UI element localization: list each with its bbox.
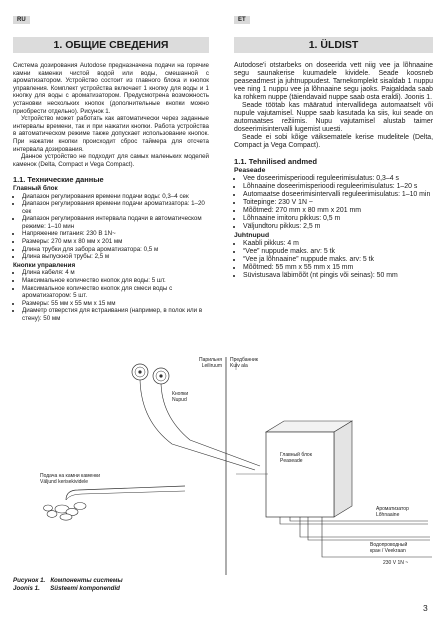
label-buttons	[172, 391, 188, 403]
caption-label-et: Joonis 1.	[13, 584, 40, 592]
heater-stones-illustration	[44, 503, 87, 521]
label-sauna-room	[178, 357, 222, 369]
main-unit-heading: Peaseade	[234, 167, 266, 174]
label-text: Nupud	[172, 397, 187, 403]
list-item: • Süvistusava läbimõõt (nt pingis või seinas): 50 mm	[243, 272, 433, 280]
list-item: • Mõõtmed: 270 mm x 80 mm x 201 mm	[243, 207, 433, 215]
paragraph: Данное устройство не подходит для самых маленьких моделей каменок (Delta, Compact и Vega Compact).	[13, 153, 209, 168]
list-item: • Диаметр отверстия для встраивания (например, в полок или в стену): 50 мм	[22, 307, 209, 322]
list-item: • Mõõtmed: 55 mm x 55 mm x 15 mm	[243, 264, 433, 272]
paragraph: Seade ei sobi kõige väiksematele kerise mudelitele (Delta, Compact ja Vega Compact).	[234, 134, 433, 149]
list-item: • Длина кабеля: 4 м	[22, 269, 209, 277]
tech-data-heading: 1.1. Технические данные	[13, 175, 104, 185]
list-item: • Диапазон регулирования интервала подачи в автоматическом режиме: 1–10 мин	[22, 215, 209, 230]
list-item: • Длина выпускной трубы: 2,5 м	[22, 253, 209, 261]
caption-text-et: Süsteemi komponendid	[50, 584, 120, 592]
list-item: • Automaatse doseerimisintervalli reguleerimisulatus: 1–10 min	[243, 191, 433, 199]
page-number: 3	[423, 603, 428, 613]
label-text: Парильня	[199, 357, 222, 363]
label-main-unit	[280, 452, 312, 464]
caption-text-ru: Компоненты системы	[50, 577, 123, 584]
outlet-tube-line	[66, 491, 185, 500]
section-title-et: 1. ÜLDIST	[234, 37, 433, 53]
list-item: • Kaabli pikkus: 4 m	[243, 240, 433, 248]
label-text: Кнопки	[172, 391, 189, 397]
label-text: Peaseade	[280, 458, 303, 464]
outlet-tube	[66, 486, 185, 500]
label-text: Kuiv ala	[230, 363, 248, 369]
list-item: • Максимальное количество кнопок для смеси воды с ароматизатором: 5 шт.	[22, 285, 209, 300]
aroma-hose	[280, 517, 428, 524]
label-stone-outlet	[40, 473, 100, 485]
figure-caption	[13, 577, 123, 592]
buttons-heading: Кнопки управления	[13, 261, 76, 269]
label-power: 230 V 1N ~	[383, 560, 409, 566]
paragraph: Система дозирования Autodose предназначена подачи на горячие камни каменки чистой водой или воды, смешанной с ароматизатором. Устройство состоит из главного блока и кнопок управления. Комплект устройства включает 1 кнопку для воды и 1 кнопку для воды с ароматизатором. Предусмотрена возможность установки нескольких кнопок (дополнительные кнопки можно приобрести отдельно). Рисунок 1.	[13, 62, 209, 115]
section-title-ru: 1. ОБЩИЕ СВЕДЕНИЯ	[13, 37, 209, 53]
list-item: • Напряжение питания: 230 В 1N~	[22, 230, 209, 238]
list-item: • Диапазон регулирования времени подачи ароматизатора: 1–20 сек	[22, 200, 209, 215]
label-text: Ароматизатор	[376, 506, 409, 512]
label-text: Подача на камни каменки	[40, 473, 101, 479]
paragraph: Autodose'i otstarbeks on doseerida vett niig vee ja lõhnaaine segu saunakerise kuumadele kividele. Seade koosneb peaseadmest ja juhtnuppudest. Tarnekomplekt sisaldab 1 nuppu vee ning 1 nuppu vee ja lõhnaaine segu jaoks. Paigaldada saab ka rohkem nuppe (täiendavaid nuppe saab osta eraldi). Joonis 1.	[234, 62, 433, 101]
list-item: • Vee doseerimisperioodi reguleerimisulatus: 0,3–4 s	[243, 175, 433, 183]
label-aroma	[376, 506, 409, 518]
water-pipe-line	[308, 517, 430, 540]
button-cable	[140, 377, 255, 470]
control-button-water	[132, 364, 148, 380]
label-text: Lõhnaaine	[376, 512, 400, 518]
list-item: • Lõhnaaine imitoru pikkus: 0,5 m	[243, 215, 433, 223]
water-pipe	[300, 517, 430, 537]
main-unit-heading: Главный блок	[13, 184, 58, 192]
paragraph: Seade töötab kas määratud intervallidega automaatselt või nupule vajutamisel. Nuppe saab kasutada ka siis, kui seade on automaatses režiimis. Nupu vajutamisel alustab taimer doseerimisintervalli lugemist uuesti.	[234, 102, 433, 133]
list-item: • Длина трубки для забора ароматизатора: 0,5 м	[22, 246, 209, 254]
list-item: • Размеры: 270 мм x 80 мм x 201 мм	[22, 238, 209, 246]
list-item: • “Vee” nuppude maks. arv: 5 tk	[243, 248, 433, 256]
list-item: • Диапазон регулирования времени подачи воды: 0,3–4 сек	[22, 193, 209, 201]
label-water-valve	[370, 542, 407, 554]
language-tag-et: ET	[234, 16, 250, 24]
label-text: Главный блок	[280, 452, 312, 458]
label-text: Leiliruum	[201, 363, 222, 369]
main-unit-illustration	[266, 421, 352, 517]
label-text: Предбанник	[230, 357, 258, 363]
paragraph: Устройство может работать как автоматически через заданные интервалы времени, так и при нажатии кнопки. Работа устройства в автоматическом режиме также допускает использование кнопок. При нажатии кнопки происходит сброс таймера для отсчета интервала дозирования.	[13, 115, 209, 153]
label-text: Водопроводный	[370, 542, 408, 548]
control-button-aroma	[153, 368, 169, 384]
label-text: Väljund kerisekividele	[40, 479, 89, 485]
list-item: • Toitepinge: 230 V 1N ~	[243, 199, 433, 207]
buttons-heading: Juhtnupud	[234, 232, 270, 239]
caption-label-ru: Рисунок 1.	[13, 577, 46, 584]
list-item: • Väljundtoru pikkus: 2,5 m	[243, 223, 433, 231]
list-item: • Максимальное количество кнопок для воды: 5 шт.	[22, 277, 209, 285]
label-text: кран / Veekraan	[370, 548, 406, 554]
tech-data-heading: 1.1. Tehnilised andmed	[234, 157, 317, 166]
list-item: • “Vee ja lõhnaaine” nuppude maks. arv: 5 tk	[243, 256, 433, 264]
list-item: • Размеры: 55 мм x 55 мм x 15 мм	[22, 300, 209, 308]
list-item: • Lõhnaaine doseerimisperioodi reguleerimisulatus: 1–20 s	[243, 183, 433, 191]
label-dressing-room	[230, 357, 258, 369]
language-tag-ru: RU	[13, 16, 30, 24]
